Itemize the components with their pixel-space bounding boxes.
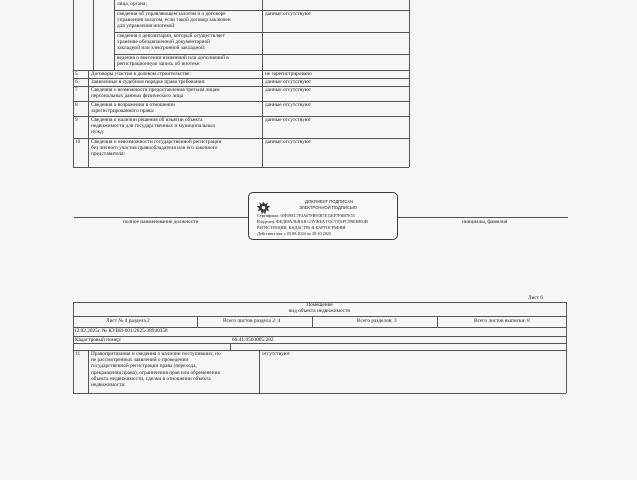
row-value: данные отсутствуют <box>265 102 312 108</box>
sheets-total: Всего листов выписки: 8 <box>474 318 530 324</box>
stamp-owner: Владелец: ФЕДЕРАЛЬНАЯ СЛУЖБА ГОСУДАРСТВЕННОЙ <box>257 219 368 224</box>
row-value: отсутствуют <box>262 351 291 357</box>
row-value: данные отсутствуют <box>265 117 312 123</box>
stamp-title: ДОКУМЕНТ ПОДПИСАН <box>305 199 354 204</box>
stamp-validity: Действителен: с 05.08.2024 по 29.10.2025 <box>257 231 332 236</box>
sheet-label: Лист 6 <box>528 295 544 301</box>
row-number: 9 <box>75 117 78 123</box>
row-number: 5 <box>75 71 78 77</box>
stamp-title: ЭЛЕКТРОННОЙ ПОДПИСЬЮ <box>299 205 357 210</box>
extract-date-number: 12.02.2025г. № КУВИ-001/2025-38940358 <box>74 328 168 334</box>
row-number: 8 <box>75 102 78 108</box>
sub-row-label: ведения о внесении изменений или дополнений в регистрационную запись об ипотеке: <box>117 55 229 68</box>
row-label: Сведения о невозможности государственной регистрации без личного участия правообладателя или его законного представителя: <box>91 139 222 158</box>
row-value: данные отсутствуют <box>265 139 312 145</box>
sub-row-value: данные отсутствуют <box>265 11 312 17</box>
sub-row-label: сведения об управляющем залогом и о договоре управления залогом, если такой договор заключен для управления ипотекой: <box>117 11 231 30</box>
row-label: Договоры участия в долевом строительстве: <box>91 71 191 77</box>
row-label: Заявленные в судебном порядке права требования: <box>91 79 206 85</box>
row-label: Сведения о возражении в отношении зарегистрированного права: <box>91 102 175 115</box>
sub-row-label: сведения о депозитарии, который осуществляет хранение обездвиженной документарной закладной или электронной закладной: <box>117 33 225 52</box>
row-value: данные отсутствуют <box>265 79 312 85</box>
stamp-certificate: Сертификат: 00F59EC7F4A07FB93B7E11EF7FBB7E55 <box>257 213 355 218</box>
object-title: Помещение <box>306 302 333 308</box>
sheet-number: Лист № 4 раздела 2 <box>106 318 150 324</box>
position-caption: полное наименование должности <box>123 219 199 225</box>
row-label: Правопритязания и сведения о наличии поступивших, но не рассмотренных заявлений о проведении государственной регистрации права (перехода, прекращения права), ограничения прав или обременения объекта недвижимости, сделки в отношении объекта недвижимости: <box>91 351 221 389</box>
cadastral-label: Кадастровый номер: <box>75 337 122 343</box>
row-label: Сведения о возможности предоставления третьим лицам персональных данных физического лица <box>91 87 220 100</box>
object-subtitle: вид объекта недвижимости <box>288 308 351 314</box>
electronic-signature-stamp <box>248 192 398 240</box>
row-label: Сведения о наличии решения об изъятии объекта недвижимости для государственных и муниципальных нужд: <box>91 117 216 136</box>
row-number: 10 <box>75 139 81 145</box>
row-number: 7 <box>75 87 78 93</box>
row-value: не зарегистрировано <box>265 71 312 77</box>
sections-total: Всего разделов: 3 <box>357 318 397 324</box>
row-number: 6 <box>75 79 78 85</box>
name-caption: инициалы, фамилия <box>462 219 508 225</box>
continuation-fragment: лица, органа; <box>117 1 147 7</box>
row-value: данные отсутствуют <box>265 87 312 93</box>
cadastral-number: 66:41:0503005:282 <box>232 337 274 343</box>
row-number: 11 <box>75 351 81 357</box>
sheets-in-section: Всего листов раздела 2: 4 <box>223 318 281 324</box>
stamp-owner: РЕГИСТРАЦИИ, КАДАСТРА И КАРТОГРАФИИ <box>257 225 346 230</box>
